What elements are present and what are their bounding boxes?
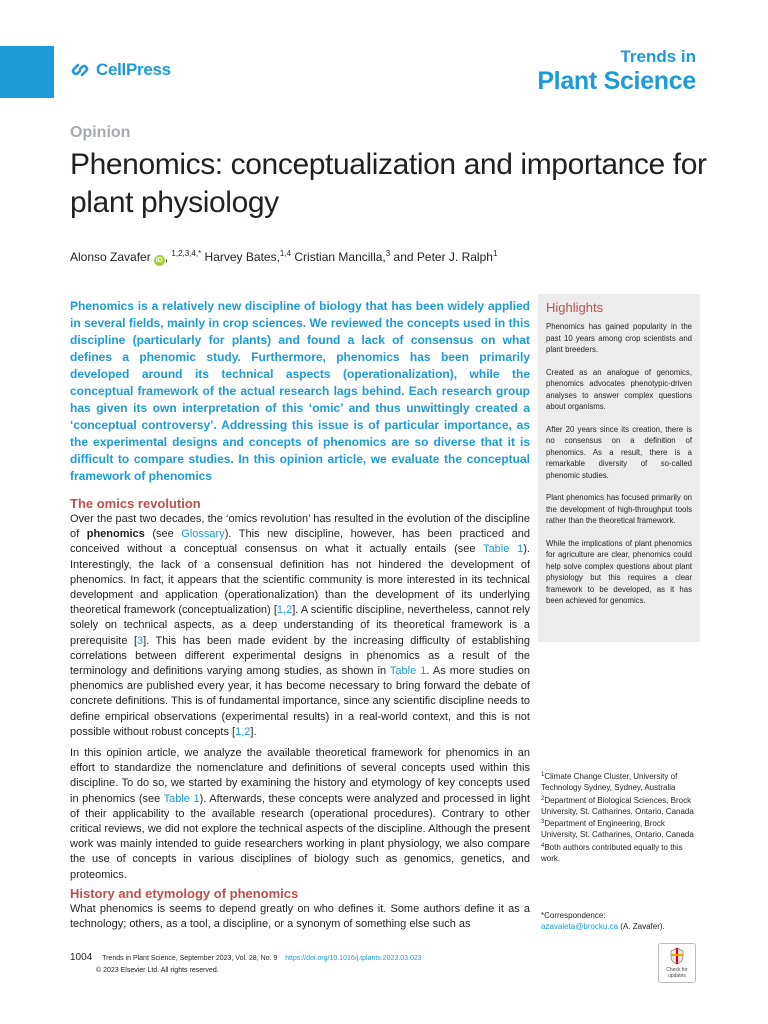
author-name[interactable]: Cristian Mancilla, (294, 250, 386, 264)
table-link[interactable]: Table 1 (389, 665, 427, 678)
highlight-item: Phenomics has gained popularity in the past 10 years among crop scientists and plant breeders. (546, 322, 692, 354)
author-affiliation-sup: 3 (385, 249, 391, 258)
body-paragraph-2-block (70, 746, 530, 883)
correspondence-name: (A. Zavafer). (618, 922, 665, 932)
affiliation-item: $^1$Climate Change Cluster, University of Technology Sydney, Sydney, Australia (541, 772, 678, 793)
author-name[interactable]: Harvey Bates, (204, 250, 280, 264)
citation: Trends in Plant Science, September 2023, Vol. 28, No. 9 (102, 955, 278, 962)
highlight-item: After 20 years since its creation, there is no consensus on a definition of phenomics. As a result, there is a remarkable diversity of so-called phenomic studies. (546, 424, 692, 480)
glossary-link[interactable]: Glossary (181, 528, 225, 541)
section-heading: The omics revolution (70, 496, 201, 511)
crossmark-label: Check for updates (666, 967, 688, 979)
omics-section (70, 496, 530, 740)
crossmark-icon (668, 947, 686, 965)
crossmark-badge[interactable] (658, 943, 696, 983)
doi-link[interactable]: https://doi.org/10.1016/j.tplants.2023.03.023 (285, 955, 422, 962)
section-heading: History and etymology of phenomics (70, 886, 299, 901)
history-section (70, 886, 530, 932)
reference-link[interactable]: 1,2 (276, 604, 293, 617)
affiliation-item: $^4$Both authors contributed equally to this work. (541, 842, 683, 864)
page-number: 1004 (70, 952, 93, 963)
highlights-title: Highlights (546, 300, 604, 315)
author-name[interactable]: Alonso Zavafer (70, 250, 151, 264)
affiliation-item: $^2$Department of Biological Sciences, Brock University, St. Catharines, Ontario, Canada (541, 795, 694, 816)
author-list: Alonso Zavafer iD , $^{1,2,3,4,*}$ Harvey Bates,$^{1,4}$ Cristian Mancilla,$^3$ and Peter J. Ralph$^1$ (70, 249, 498, 264)
reference-link[interactable]: 1,2 (235, 725, 251, 738)
orcid-icon[interactable]: iD (155, 257, 163, 264)
reference-link[interactable]: 3 (137, 634, 144, 647)
correspondence-email-link[interactable]: azavaleta@brocku.ca (541, 922, 619, 932)
article-title: Phenomics: conceptualization and importance for plant physiology (70, 148, 707, 219)
author-affiliation-sup: 1,4 (279, 249, 292, 258)
cellpress-logo[interactable] (70, 60, 171, 80)
table-link[interactable]: Table 1 (483, 543, 524, 556)
correspondence (541, 910, 701, 933)
journal-title-line1: Trends in (620, 47, 696, 66)
cellpress-link-icon (70, 61, 92, 79)
publisher-name: CellPress (96, 60, 171, 79)
author-affiliation-sup: 1,2,3,4,* (171, 249, 202, 258)
correspondence-label: *Correspondence: (541, 911, 606, 920)
highlight-item: While the implications of plant phenomics for agriculture are clear, phenomics could help solve complex questions about plant physiology but this requires a clear framework to be developed, as it has been achieved for genomics. (546, 538, 692, 605)
glossary-term: phenomics (86, 528, 145, 541)
journal-title[interactable] (537, 48, 696, 94)
abstract: Phenomics is a relatively new discipline of biology that has been widely applied in several fields, mainly in crop sciences. We reviewed the concepts used in this discipline (particularly for plants) and found a lack of consensus on what defines a phenomic study. Furthermore, phenomics has been primarily developed around its technical aspects (operationalization), while the conceptual framework of the actual research lags behind. Each research group has given its own interpretation of this ‘omic’ and thus unwittingly created a ‘conceptual controversy’. Addressing this issue is of particular importance, as the experimental designs and concepts of phenomics are so diverse that it is difficult to compare studies. In this opinion article, we evaluate the conceptual framework of phenomics (70, 299, 530, 483)
highlight-item: Created as an analogue of genomics, phenomics advocates phenotypic-driven analyses to answer complex questions about organisms. (546, 367, 692, 411)
highlights-box (538, 294, 700, 642)
highlight-item: Plant phenomics has focused primarily on the development of high-throughput tools rather than the theoretical framework. (546, 493, 692, 525)
affiliations (541, 770, 701, 864)
copyright: © 2023 Elsevier Ltd. All rights reserved. (96, 967, 219, 974)
body-paragraph: What phenomics is seems to depend greatly on who defines it. Some authors define it as a technology; others, as a tool, a discipline, or a synonym of something else such as (70, 903, 530, 931)
body-paragraph: In this opinion article, we analyze the available theoretical framework for phenomics in an effort to standardize the nomenclature and definitions of several concepts used within this discipline. To do so, we started by examining the history and etymology of key concepts used in phenomics (see Table 1). Afterwards, these concepts were analyzed and processed in light of their applicability to the available research (operational procedures). Contrary to other critical reviews, we did not explore the technical aspects of the discipline. Although the present work was mainly intended to guide researchers working in plant physiology, we also compare the use of concepts in various disciplines of biology such as genomics, genetics, and proteomics. (70, 747, 531, 881)
article-type: Opinion (70, 124, 131, 141)
journal-title-line2: Plant Science (537, 67, 696, 95)
table-link[interactable]: Table 1 (163, 792, 200, 805)
journal-color-tab (0, 46, 54, 98)
body-paragraph: Over the past two decades, the ‘omics revolution’ has resulted in the evolution of the discipline of phenomics (see Glossary). This new discipline, however, has been practiced and conceived without a conceptual consensus on what it actually entails (see Table 1). Interestingly, the lack of a consensual definition has not hindered the development of phenomics. In fact, it appears that the scientific community is more interested in its technical development and application (operationalization) than the development of its underlying theoretical framework (conceptualization) [1,2]. A scientific discipline, nevertheless, cannot rely solely on technical aspects, as a deep understanding of its theoretical framework is a prerequisite [3]. This has been made evident by the increasing difficulty of establishing correlations between different experimental designs in phenomics as a result of the terminology and definitions varying among studies, as shown in Table 1. As more studies on phenomics are published every year, it has become necessary to bring forward the debate of concrete definitions. This is of fundamental importance, since any scientific discipline needs to define empirical observations (experimental results) in a real-world context, and this is not possible without robust concepts [1,2]. (70, 513, 531, 738)
page-footer (70, 952, 422, 977)
affiliation-item: $^3$Department of Engineering, Brock University, St. Catharines, Ontario, Canada (541, 819, 694, 840)
author-name[interactable]: and Peter J. Ralph (393, 250, 493, 264)
author-affiliation-sup: 1 (492, 249, 498, 258)
